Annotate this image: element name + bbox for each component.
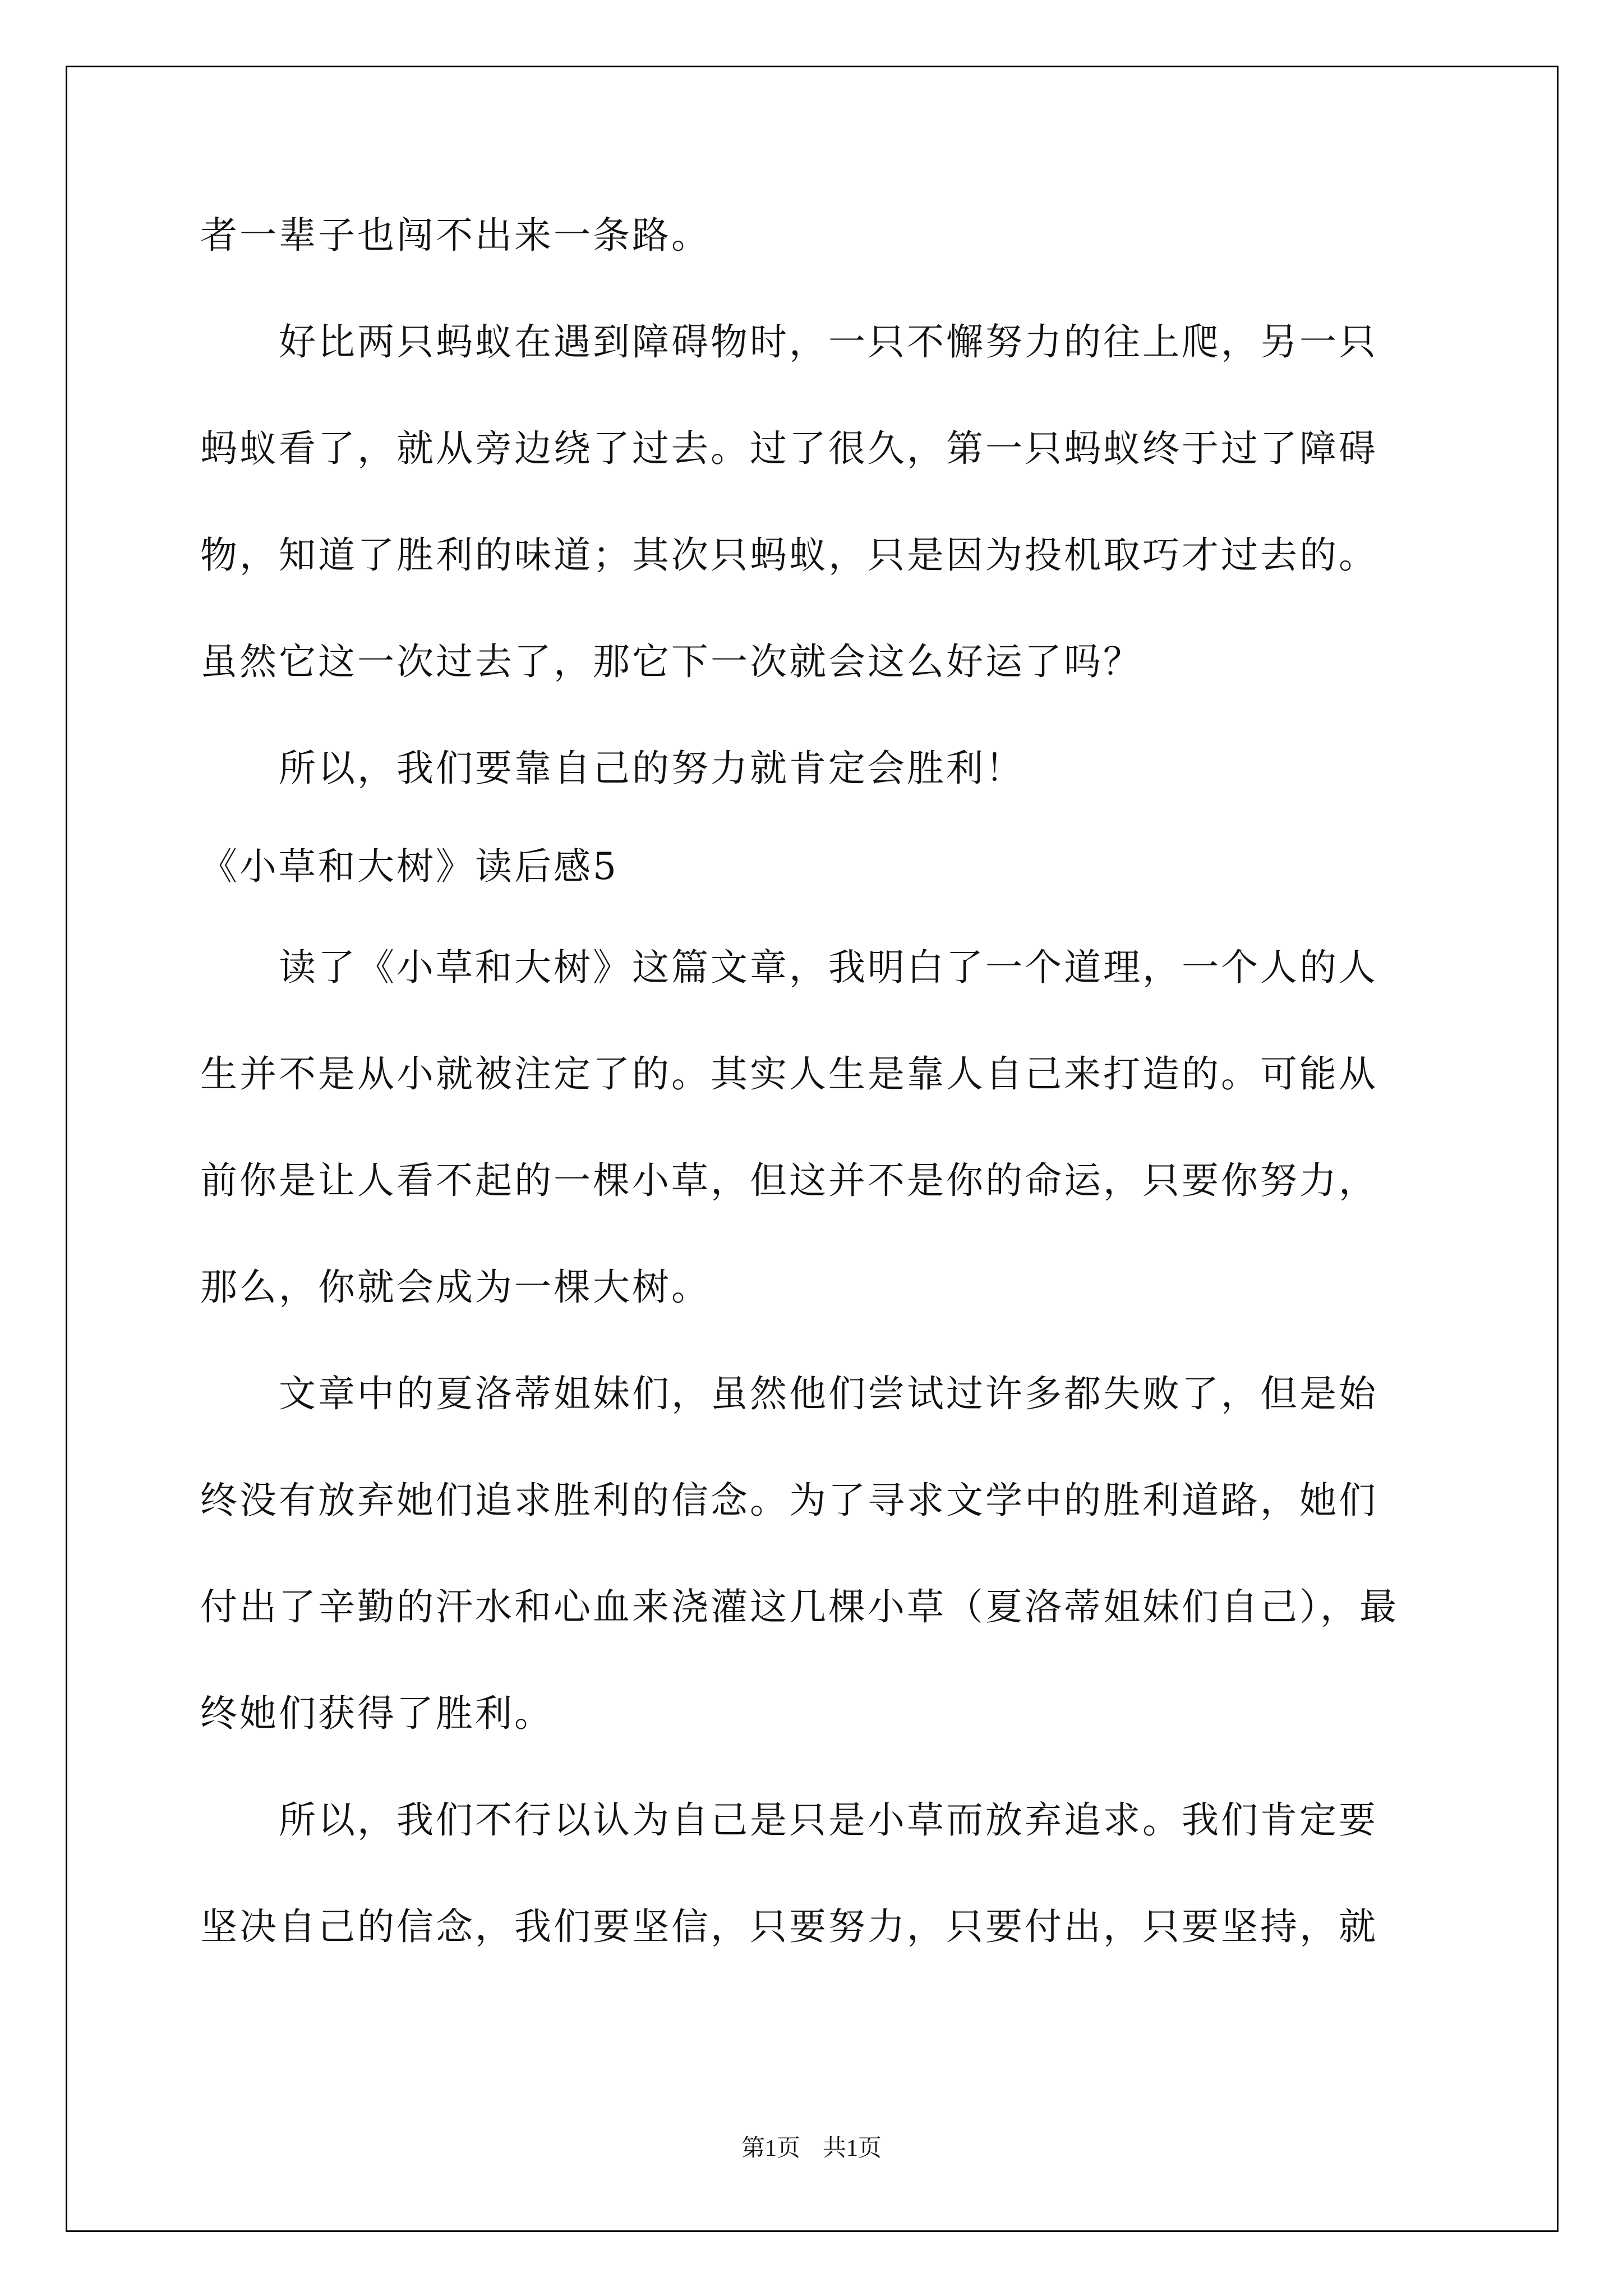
text-line: 付出了辛勤的汗水和心血来浇灌这几棵小草（夏洛蒂姐妹们自己），最 [200,1585,1399,1628]
text-line: 那么，你就会成为一棵大树。 [200,1266,711,1309]
text-line: 者一辈子也闯不出来一条路。 [200,214,711,257]
text-line: 终没有放弃她们追求胜利的信念。为了寻求文学中的胜利道路，她们 [200,1479,1378,1522]
paragraph-first-line: 读了《小草和大树》这篇文章，我明白了一个道理，一个人的人 [279,946,1378,989]
text-line: 物，知道了胜利的味道；其次只蚂蚁，只是因为投机取巧才过去的。 [200,533,1378,577]
paragraph-first-line: 文章中的夏洛蒂姐妹们，虽然他们尝试过许多都失败了，但是始 [279,1372,1378,1415]
text-line: 虽然它这一次过去了，那它下一次就会这么好运了吗？ [200,640,1142,683]
paragraph-first-line: 所以，我们不行以认为自己是只是小草而放弃追求。我们肯定要 [279,1798,1378,1842]
page-number: 第1页 [741,2136,800,2161]
text-line: 蚂蚁看了，就从旁边绕了过去。过了很久，第一只蚂蚁终于过了障碍 [200,427,1378,470]
text-line: 前你是让人看不起的一棵小草，但这并不是你的命运，只要你努力， [200,1159,1378,1202]
text-line: 生并不是从小就被注定了的。其实人生是靠人自己来打造的。可能从 [200,1052,1378,1096]
page-footer [0,2132,1623,2165]
section-heading: 《小草和大树》读后感5 [200,845,619,888]
text-line: 坚决自己的信念，我们要坚信，只要努力，只要付出，只要坚持，就 [200,1905,1378,1948]
paragraph-first-line: 好比两只蚂蚁在遇到障碍物时，一只不懈努力的往上爬，另一只 [279,320,1378,364]
page-total: 共1页 [823,2136,882,2161]
paragraph-first-line: 所以，我们要靠自己的努力就肯定会胜利！ [279,747,1025,790]
text-line: 终她们获得了胜利。 [200,1692,554,1735]
